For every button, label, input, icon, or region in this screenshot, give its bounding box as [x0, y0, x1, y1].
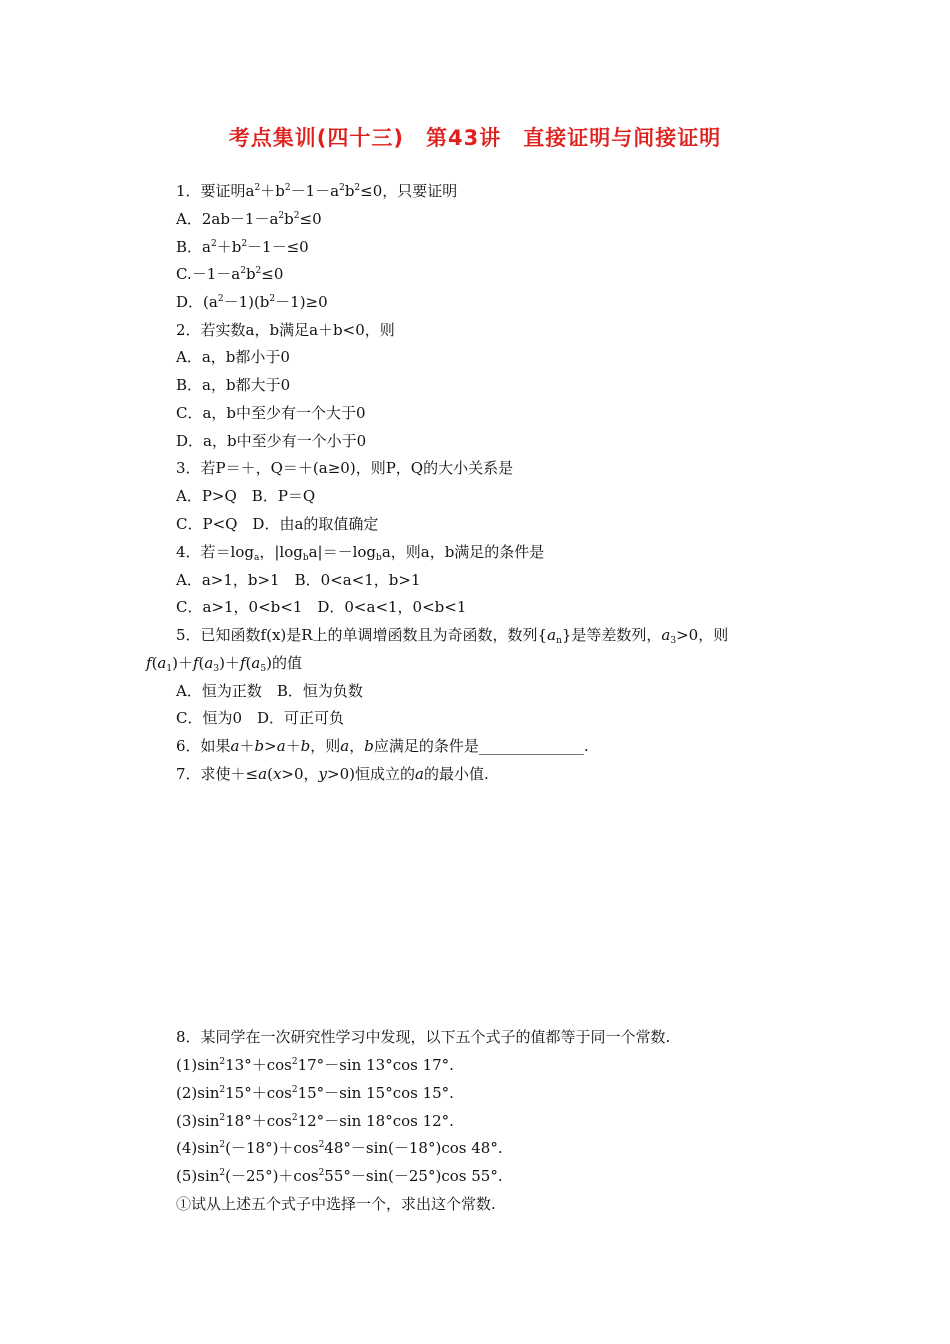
question-8-part-1: ①试从上述五个式子中选择一个，求出这个常数. [176, 1195, 496, 1213]
question-2-option-c: C．a，b中至少有一个大于0 [176, 404, 366, 422]
question-1-option-d: D．$(a^2-1)(b^2-1)\ge 0$ [176, 293, 328, 311]
page-title: 考点集训(四十三) 第43讲 直接证明与间接证明 [228, 126, 722, 150]
question-7-stem: 7．求使＋≤a(x>0，y>0)恒成立的a的最小值. [176, 765, 489, 783]
question-3-options-ab: A．P>Q B．P＝Q [176, 487, 316, 505]
question-8-expression-4: $(4)\sin^2(-18^\circ)+\cos^248^\circ-\sin(-18^\circ)\cos$ 48°. [176, 1139, 503, 1157]
question-4-stem: 4．若$=\log_a$，$|\log_ba|=-\log_ba$，则a，b满足的条件是 [176, 543, 545, 563]
question-2-option-a: A．a，b都小于0 [176, 348, 290, 366]
question-2-option-b: B．a，b都大于0 [176, 376, 291, 394]
question-1-option-c: $C.-1-a^2b^2\le 0$ [176, 265, 284, 283]
question-2-stem: 2．若实数a，b满足a＋b<0，则 [176, 321, 395, 339]
question-8-stem: 8．某同学在一次研究性学习中发现，以下五个式子的值都等于同一个常数. [176, 1028, 671, 1046]
question-8-expression-2: $(2)\sin^215^\circ+\cos^215^\circ-\sin$ 15°cos 15°. [176, 1084, 454, 1102]
question-5-stem: 5．已知函数f(x)是R上的单调增函数且为奇函数，数列$\{a_n\}$是等差数列，$a_3>0$，则 [176, 626, 729, 646]
question-3-stem: 3．若P＝＋，Q＝＋(a≥0)，则P，Q的大小关系是 [176, 459, 514, 477]
question-8-expression-1: $(1)\sin^213^\circ+\cos^217^\circ-\sin$ 13°cos 17°. [176, 1056, 454, 1074]
question-5-stem-continued: $f(a_1)+f(a_3)+f(a_5)$的值 [146, 654, 302, 674]
question-1-option-a: A．$2ab-1-a^2b^2\le 0$ [176, 210, 322, 228]
question-2-option-d: D．a，b中至少有一个小于0 [176, 432, 367, 450]
question-8-expression-5: $(5)\sin^2(-25^\circ)+\cos^255^\circ-\sin(-25^\circ)\cos$ 55°. [176, 1167, 503, 1185]
question-1-stem: 1．要证明$a^2+b^2-1-a^2b^2\le 0$，只要证明 [176, 182, 458, 200]
question-5-options-ab: A．恒为正数 B．恒为负数 [176, 682, 363, 700]
question-4-options-ab: A．a>1，b>1 B．0<a<1，b>1 [176, 571, 421, 589]
question-4-options-cd: C．a>1，0<b<1 D．0<a<1，0<b<1 [176, 598, 467, 616]
question-1-option-b: B．$a^2+b^2-1-\le 0$ [176, 238, 309, 256]
question-5-options-cd: C．恒为0 D．可正可负 [176, 709, 345, 727]
question-6-stem: 6．如果a＋b>a＋b，则a，b应满足的条件是______________. [176, 737, 589, 755]
question-3-options-cd: C．P<Q D．由a的取值确定 [176, 515, 379, 533]
question-8-expression-3: $(3)\sin^218^\circ+\cos^212^\circ-\sin$ 18°cos 12°. [176, 1112, 454, 1130]
